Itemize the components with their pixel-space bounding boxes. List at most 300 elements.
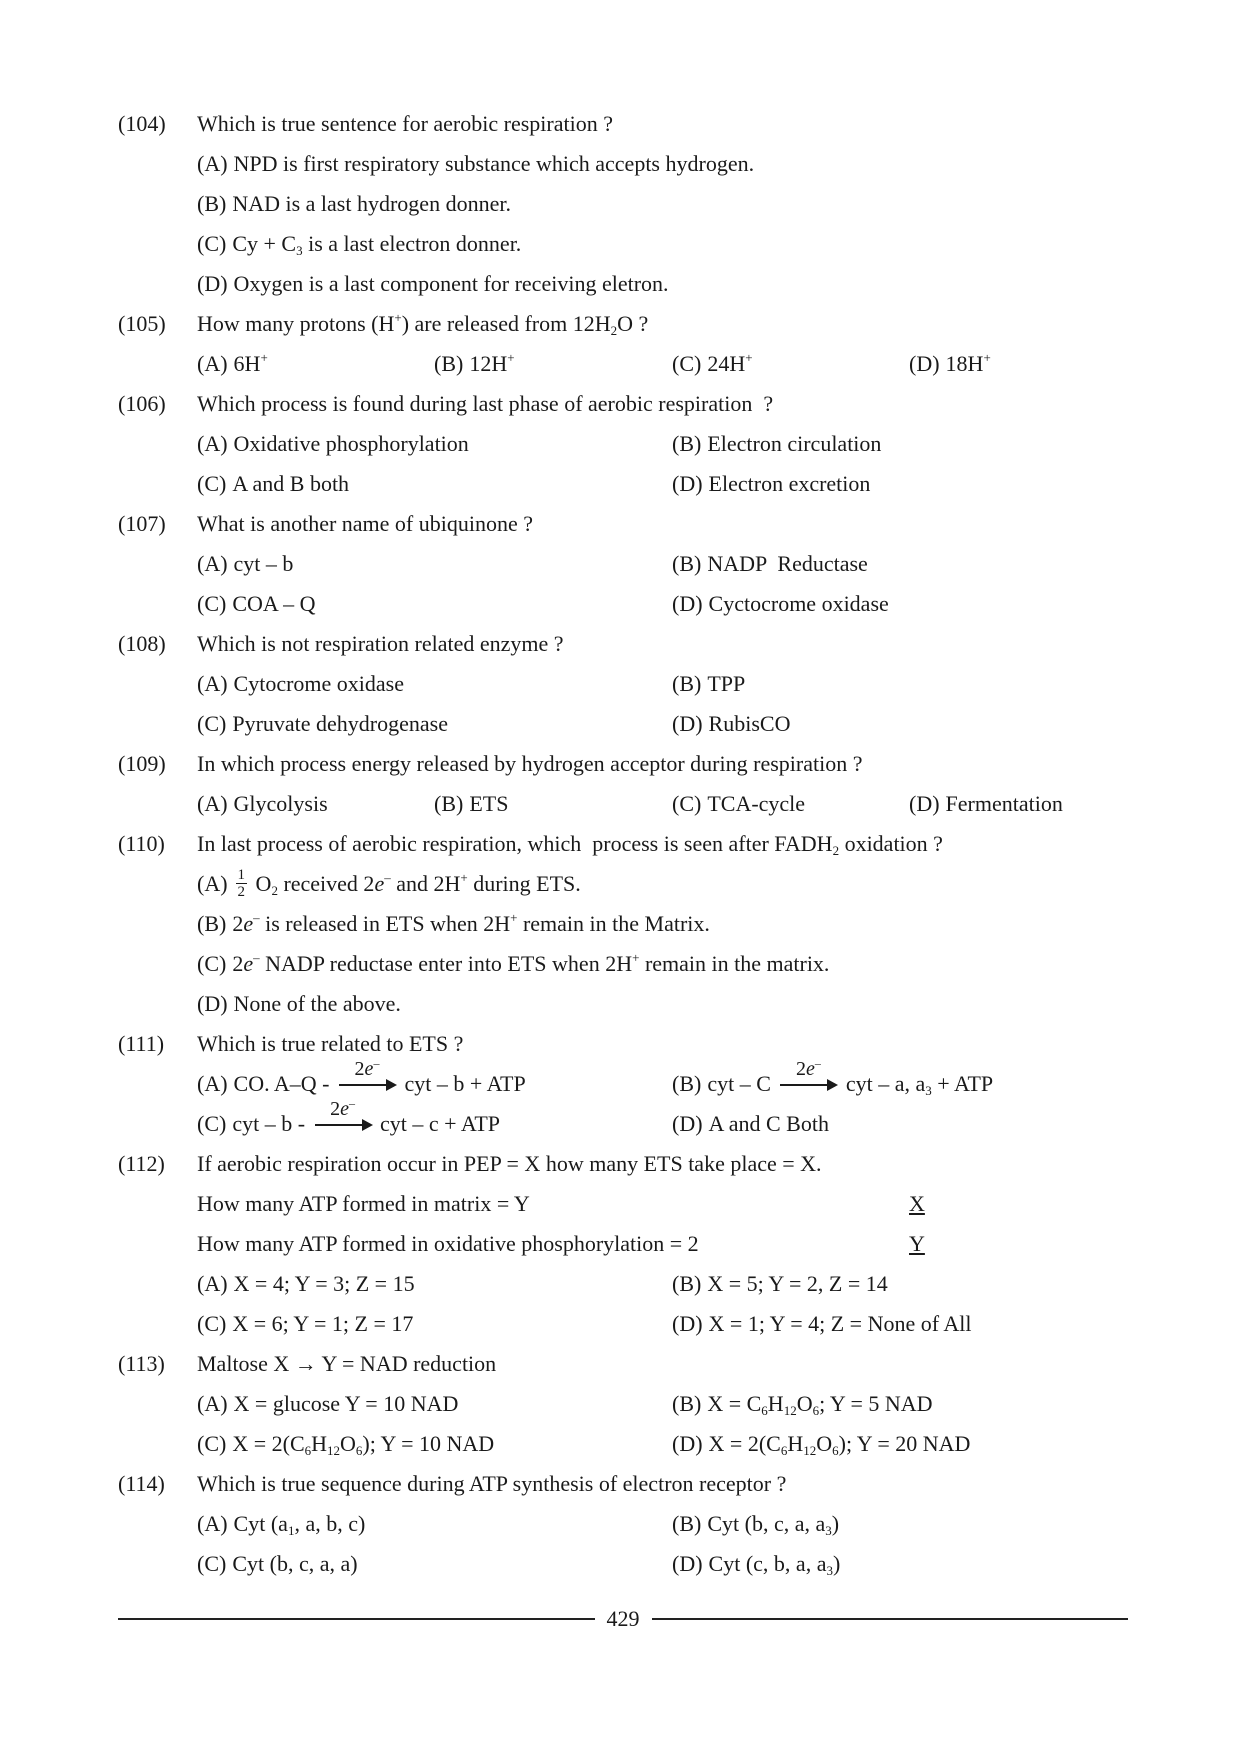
- subscript: 12: [327, 1443, 341, 1458]
- option-item: [197, 1544, 358, 1584]
- option-label: (B): [434, 791, 464, 816]
- option-label: (B): [434, 351, 464, 376]
- option-item: [672, 1424, 970, 1464]
- option-label: (D): [672, 1311, 703, 1336]
- option-text: [946, 351, 991, 376]
- option-text: [946, 791, 1063, 816]
- option-text: [232, 951, 829, 976]
- italic-text: e: [364, 1058, 374, 1080]
- superscript: +: [507, 350, 515, 365]
- option-row: [0, 584, 1240, 624]
- question-number: (111): [118, 1031, 165, 1056]
- text-segment: RubisCO: [708, 711, 791, 736]
- subscript: 12: [783, 1403, 797, 1418]
- option-label: (B): [197, 911, 227, 936]
- option-item: [197, 784, 328, 824]
- text-segment: H: [311, 1431, 328, 1456]
- option-row: [0, 864, 1240, 904]
- text-segment: A and C Both: [708, 1111, 829, 1136]
- question-text: [197, 1024, 463, 1064]
- subscript: 2: [832, 843, 840, 858]
- option-item: [197, 944, 829, 984]
- option-label: (C): [197, 1551, 227, 1576]
- option-row: [0, 464, 1240, 504]
- question-row: [0, 1144, 1240, 1184]
- subscript: 3: [925, 1083, 932, 1098]
- superscript: +: [983, 350, 991, 365]
- text-segment: How many protons (H: [197, 311, 395, 336]
- option-label: (D): [672, 1551, 703, 1576]
- text-segment: X = 4; Y = 3; Z = 15: [233, 1271, 415, 1296]
- text-segment: Electron circulation: [707, 431, 882, 456]
- option-text: [234, 1511, 366, 1536]
- reaction-arrow: [780, 1056, 836, 1095]
- text-segment: X = 2(C: [232, 1431, 305, 1456]
- option-text: [469, 791, 508, 816]
- statement-variable-mark: Y: [909, 1231, 925, 1256]
- text-segment: Pyruvate dehydrogenase: [232, 711, 448, 736]
- text-segment: X = glucose Y = 10 NAD: [233, 1391, 459, 1416]
- option-item: [672, 584, 889, 624]
- text-segment: , a, b, c): [294, 1511, 366, 1536]
- text-segment: during ETS.: [467, 871, 581, 896]
- text-segment: What is another name of ubiquinone ?: [197, 511, 534, 536]
- option-label: (B): [672, 671, 702, 696]
- option-text: [707, 1391, 932, 1416]
- text-segment: O: [816, 1431, 833, 1456]
- option-row: [0, 224, 1240, 264]
- text-segment: NADP Reductase: [707, 551, 868, 576]
- subscript: 3: [296, 243, 303, 258]
- option-row: [0, 944, 1240, 984]
- text-segment: Cyt (b, c, a, a): [232, 1551, 358, 1576]
- text-segment: Which process is found during last phase of aerobic respiration ?: [197, 391, 774, 416]
- text-segment: ) are released from 12H: [401, 311, 611, 336]
- italic-text: e: [805, 1058, 815, 1080]
- option-item: [672, 1544, 840, 1584]
- option-item: [672, 664, 745, 704]
- option-item: [197, 344, 268, 384]
- option-item: [909, 344, 991, 384]
- text-segment: NPD is first respiratory substance which accepts hydrogen.: [233, 151, 755, 176]
- option-text: [232, 471, 349, 496]
- option-item: [197, 144, 754, 184]
- text-segment: Electron excretion: [708, 471, 871, 496]
- text-segment: 2: [232, 911, 244, 936]
- option-row: [0, 1504, 1240, 1544]
- option-label: (D): [672, 591, 703, 616]
- option-text: [707, 551, 868, 576]
- option-label: (B): [672, 1271, 702, 1296]
- option-label: (C): [197, 591, 227, 616]
- option-label: (C): [672, 791, 702, 816]
- right-arrow-icon: [339, 1084, 393, 1086]
- option-label: (A): [197, 671, 228, 696]
- text-segment: O ?: [617, 311, 649, 336]
- superscript: –: [384, 870, 391, 885]
- option-label: (C): [197, 1311, 227, 1336]
- text-segment: remain in the Matrix.: [517, 911, 710, 936]
- text-segment: COA – Q: [232, 591, 316, 616]
- subscript: 3: [825, 1523, 832, 1538]
- option-item: [197, 904, 710, 944]
- question-number: (106): [118, 391, 166, 416]
- text-segment: ); Y = 20 NAD: [838, 1431, 971, 1456]
- question-row: [0, 824, 1240, 864]
- question-row: [0, 1344, 1240, 1384]
- question-text: [197, 384, 773, 424]
- question-statement: [197, 1184, 530, 1224]
- option-item: [672, 1264, 888, 1304]
- option-item: [197, 1424, 494, 1464]
- text-segment: 18H: [945, 351, 984, 376]
- text-segment: ); Y = 10 NAD: [362, 1431, 495, 1456]
- text-segment: ): [832, 1551, 841, 1576]
- question-row: [0, 624, 1240, 664]
- subscript: 6: [780, 1443, 788, 1458]
- option-item: [672, 464, 870, 504]
- option-text: [709, 591, 889, 616]
- option-text: [234, 431, 469, 456]
- option-text: [232, 231, 521, 256]
- text-segment: Cy + C: [232, 231, 297, 256]
- text-segment: Which is true related to ETS ?: [197, 1031, 464, 1056]
- option-label: (D): [197, 271, 228, 296]
- question-number: (105): [118, 311, 166, 336]
- option-label: (D): [672, 471, 703, 496]
- question-row: [0, 384, 1240, 424]
- option-label: (C): [197, 951, 227, 976]
- text-segment: oxidation ?: [839, 831, 943, 856]
- text-segment: If aerobic respiration occur in PEP = X how many ETS take place = X.: [197, 1151, 822, 1176]
- option-label: (D): [672, 1431, 703, 1456]
- text-segment: cyt – b: [233, 551, 294, 576]
- text-segment: ): [831, 1511, 840, 1536]
- text-segment: Cyctocrome oxidase: [708, 591, 889, 616]
- text-segment: NAD is a last hydrogen donner.: [232, 191, 511, 216]
- option-row: [0, 1096, 1240, 1144]
- question-statement-row: [0, 1224, 1240, 1264]
- option-item: [197, 584, 315, 624]
- option-text: [469, 351, 514, 376]
- option-label: (A): [197, 1391, 228, 1416]
- option-row: [0, 904, 1240, 944]
- reaction-arrow: [339, 1056, 395, 1095]
- text-segment: CO. A–Q -: [233, 1071, 335, 1096]
- option-item: [197, 1096, 500, 1144]
- option-text: [234, 791, 328, 816]
- text-segment: 6H: [233, 351, 261, 376]
- option-row: [0, 144, 1240, 184]
- text-segment: 2: [795, 1058, 806, 1080]
- option-text: [707, 791, 805, 816]
- text-segment: received 2: [277, 871, 375, 896]
- question-text: [197, 504, 533, 544]
- text-segment: cyt – C: [707, 1071, 777, 1096]
- option-item: [197, 1056, 526, 1104]
- subscript: 12: [803, 1443, 817, 1458]
- option-text: [232, 911, 710, 936]
- option-text: [709, 1311, 972, 1336]
- question-text: [197, 624, 564, 664]
- text-segment: cyt – b -: [232, 1111, 311, 1136]
- text-segment: X = 6; Y = 1; Z = 17: [232, 1311, 414, 1336]
- option-text: [707, 431, 881, 456]
- option-text: [709, 471, 871, 496]
- option-label: (A): [197, 431, 228, 456]
- question-row: [0, 504, 1240, 544]
- fraction: [236, 867, 248, 900]
- text-segment: NADP reductase enter into ETS when 2H: [259, 951, 633, 976]
- subscript: 6: [304, 1443, 312, 1458]
- option-text: [709, 1551, 841, 1576]
- option-text: [232, 1551, 357, 1576]
- option-item: [672, 1384, 933, 1424]
- question-list: [0, 104, 1240, 1584]
- option-text: [707, 1271, 887, 1296]
- option-label: (A): [197, 351, 228, 376]
- option-label: (C): [197, 1111, 227, 1136]
- option-row: [0, 344, 1240, 384]
- option-item: [197, 1264, 415, 1304]
- subscript: 6: [355, 1443, 363, 1458]
- option-item: [197, 1504, 365, 1544]
- option-text: [232, 591, 315, 616]
- text-segment: 2: [330, 1098, 341, 1120]
- reaction-arrow-label: [339, 1056, 395, 1080]
- option-item: [197, 544, 293, 584]
- question-text: [197, 824, 943, 864]
- fraction-denominator: 2: [237, 884, 246, 901]
- option-text: [234, 1391, 459, 1416]
- option-text: [707, 1511, 839, 1536]
- question-number: (109): [118, 751, 166, 776]
- text-segment: 24H: [707, 351, 746, 376]
- right-arrow-icon: [315, 1124, 369, 1126]
- option-label: (A): [197, 151, 228, 176]
- option-label: (B): [672, 1511, 702, 1536]
- question-row: [0, 744, 1240, 784]
- option-text: [234, 551, 294, 576]
- option-item: [672, 1504, 839, 1544]
- option-text: [234, 271, 669, 296]
- reaction-arrow-label: [780, 1056, 836, 1080]
- superscript: +: [260, 350, 268, 365]
- option-label: (B): [197, 191, 227, 216]
- option-item: [197, 864, 581, 904]
- subscript: 6: [761, 1403, 768, 1418]
- option-item: [672, 544, 868, 584]
- superscript: –: [373, 1056, 380, 1070]
- question-number: (113): [118, 1351, 165, 1376]
- option-label: (A): [197, 1271, 228, 1296]
- option-item: [197, 664, 404, 704]
- question-row: [0, 304, 1240, 344]
- italic-text: e: [340, 1098, 349, 1120]
- option-text: [232, 1311, 413, 1336]
- text-segment: O: [250, 871, 272, 896]
- question-text: [197, 1464, 786, 1504]
- text-segment: Oxygen is a last component for receiving eletron.: [233, 271, 669, 296]
- option-text: [709, 1431, 971, 1456]
- superscript: +: [460, 870, 468, 885]
- option-label: (B): [672, 551, 702, 576]
- text-segment: How many ATP formed in oxidative phosphorylation = 2: [197, 1231, 699, 1256]
- superscript: –: [253, 910, 260, 925]
- option-row: [0, 664, 1240, 704]
- option-text: [707, 1056, 994, 1098]
- question-number: (110): [118, 831, 165, 856]
- superscript: +: [510, 910, 518, 925]
- option-row: [0, 784, 1240, 824]
- text-segment: remain in the matrix.: [639, 951, 830, 976]
- text-segment: Maltose X → Y = NAD reduction: [197, 1351, 497, 1376]
- text-segment: Cyt (c, b, a, a: [708, 1551, 827, 1576]
- option-text: [232, 1096, 500, 1136]
- option-text: [234, 991, 401, 1016]
- subscript: 2: [271, 883, 278, 898]
- text-segment: is a last electron donner.: [302, 231, 522, 256]
- option-row: [0, 1264, 1240, 1304]
- option-text: [234, 867, 581, 901]
- text-segment: Cyt (a: [233, 1511, 288, 1536]
- text-segment: X = 2(C: [708, 1431, 781, 1456]
- option-item: [672, 344, 753, 384]
- page-number: 429: [606, 1606, 640, 1631]
- option-text: [234, 351, 268, 376]
- subscript: 6: [812, 1403, 820, 1418]
- option-item: [672, 1104, 829, 1144]
- reaction-arrow-label: [315, 1096, 371, 1120]
- option-label: (B): [672, 431, 702, 456]
- text-segment: 12H: [469, 351, 508, 376]
- right-arrow-icon: [780, 1084, 834, 1086]
- option-label: (D): [197, 991, 228, 1016]
- text-segment: Which is not respiration related enzyme ?: [197, 631, 564, 656]
- option-row: [0, 1056, 1240, 1104]
- option-item: [672, 1304, 971, 1344]
- option-text: [234, 671, 404, 696]
- italic-text: e: [374, 871, 385, 896]
- option-row: [0, 1424, 1240, 1464]
- option-label: (A): [197, 791, 228, 816]
- text-segment: 2: [232, 951, 244, 976]
- text-segment: In last process of aerobic respiration, which process is seen after FADH: [197, 831, 833, 856]
- superscript: +: [632, 950, 640, 965]
- text-segment: Fermentation: [945, 791, 1063, 816]
- question-number: (104): [118, 111, 166, 136]
- text-segment: Oxidative phosphorylation: [233, 431, 469, 456]
- text-segment: In which process energy released by hydrogen acceptor during respiration ?: [197, 751, 863, 776]
- option-label: (D): [909, 791, 940, 816]
- option-item: [434, 344, 515, 384]
- option-label: (A): [197, 551, 228, 576]
- option-item: [197, 464, 349, 504]
- page-footer: [118, 1605, 1128, 1633]
- question-number: (107): [118, 511, 166, 536]
- text-segment: Cyt (b, c, a, a: [707, 1511, 826, 1536]
- option-item: [672, 704, 790, 744]
- question-text: [197, 744, 862, 784]
- option-text: [234, 1271, 415, 1296]
- italic-text: e: [243, 951, 254, 976]
- option-label: (C): [197, 471, 227, 496]
- text-segment: and 2H: [390, 871, 461, 896]
- question-text: [197, 104, 613, 144]
- option-item: [197, 1304, 413, 1344]
- statement-variable-mark: X: [909, 1191, 925, 1216]
- option-row: [0, 984, 1240, 1024]
- option-text: [232, 191, 511, 216]
- text-segment: How many ATP formed in matrix = Y: [197, 1191, 530, 1216]
- text-segment: cyt – a, a: [840, 1071, 926, 1096]
- superscript: –: [253, 950, 260, 965]
- superscript: –: [814, 1056, 821, 1070]
- text-segment: Which is true sentence for aerobic respiration ?: [197, 111, 613, 136]
- text-segment: X = C: [707, 1391, 762, 1416]
- superscript: –: [348, 1096, 355, 1110]
- option-label: (C): [672, 351, 702, 376]
- text-segment: ETS: [469, 791, 509, 816]
- option-item: [197, 224, 521, 264]
- reaction-arrow: [315, 1096, 371, 1135]
- option-text: [709, 1111, 829, 1136]
- text-segment: + ATP: [931, 1071, 994, 1096]
- option-label: (B): [672, 1071, 702, 1096]
- question-statement-row: [0, 1184, 1240, 1224]
- option-item: [197, 704, 448, 744]
- text-segment: cyt – b + ATP: [399, 1071, 526, 1096]
- subscript: 6: [832, 1443, 839, 1458]
- question-row: [0, 1464, 1240, 1504]
- option-row: [0, 704, 1240, 744]
- option-row: [0, 184, 1240, 224]
- option-label: (A): [197, 1071, 228, 1096]
- subscript: 2: [610, 323, 618, 338]
- option-row: [0, 1384, 1240, 1424]
- option-label: (C): [197, 231, 227, 256]
- option-row: [0, 1544, 1240, 1584]
- option-item: [197, 424, 469, 464]
- option-item: [197, 184, 511, 224]
- option-text: [233, 1056, 526, 1096]
- footer-rule-left: [118, 1618, 595, 1620]
- text-segment: TPP: [707, 671, 746, 696]
- option-label: (A): [197, 871, 228, 896]
- text-segment: H: [767, 1391, 784, 1416]
- text-segment: X = 5; Y = 2, Z = 14: [707, 1271, 888, 1296]
- option-text: [707, 671, 745, 696]
- option-label: (D): [672, 711, 703, 736]
- question-statement: [197, 1224, 699, 1264]
- text-segment: 2: [354, 1058, 365, 1080]
- text-segment: is released in ETS when 2H: [259, 911, 511, 936]
- option-item: [197, 984, 401, 1024]
- text-segment: A and B both: [232, 471, 350, 496]
- option-row: [0, 264, 1240, 304]
- option-label: (D): [909, 351, 940, 376]
- text-segment: TCA-cycle: [707, 791, 806, 816]
- option-row: [0, 1304, 1240, 1344]
- fraction-numerator: 1: [237, 867, 246, 884]
- option-label: (B): [672, 1391, 702, 1416]
- option-row: [0, 424, 1240, 464]
- question-text: [197, 1344, 496, 1384]
- question-row: [0, 104, 1240, 144]
- option-text: [707, 351, 752, 376]
- option-label: (A): [197, 1511, 228, 1536]
- option-item: [197, 264, 669, 304]
